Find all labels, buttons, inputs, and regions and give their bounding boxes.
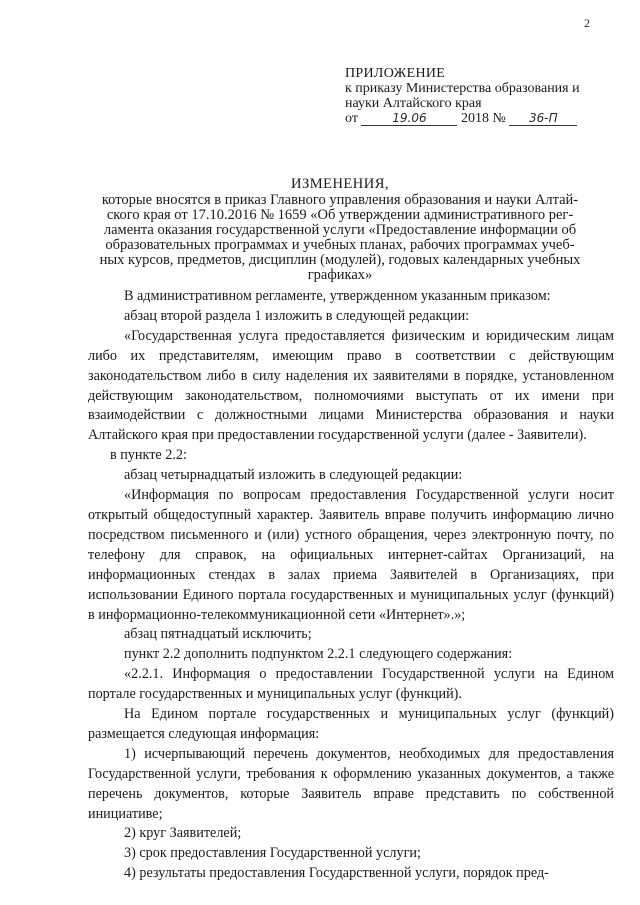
paragraph-information-access: «Информация по вопросам предоставления Государственной услуги носит открытый общедоступный характер. Заявитель вправе получить информацию лично посредством письменного и (или) устного обращения, через электронную почту, по телефону для справок, на официальных интернет-сайтах Организаций, на информационных стендах в залах приема Заявителей в Организациях, при использовании Единого портала государственных и муниципальных услуг (функций) в информационно-телекоммуникационной сети «Интернет».»; <box>88 487 614 623</box>
list-item-1: 1) исчерпывающий перечень документов, необходимых для предоставления Государственной услуги, требования к оформлению указанных документов, а также перечень документов, которые Заявитель вправе представить по собственной инициативе; <box>88 745 614 822</box>
heading-subtitle-line-4: образовательных программах и учебных планах, рабочих программах учеб- <box>105 237 575 253</box>
paragraph-section1-instruction: абзац второй раздела 1 изложить в следующей редакции: <box>124 307 470 324</box>
appendix-line-2: науки Алтайского края <box>345 96 482 111</box>
paragraph-fifteenth-exclude: абзац пятнадцатый исключить; <box>124 626 312 643</box>
order-number-handwritten: 36-П <box>509 111 577 126</box>
order-date-handwritten: 19.06 <box>361 111 457 126</box>
order-year: 2018 <box>460 111 489 126</box>
paragraph-in-clause-2-2: в пункте 2.2: <box>110 447 187 464</box>
appendix-title: ПРИЛОЖЕНИЕ <box>345 66 446 81</box>
heading-subtitle-line-6: графиках» <box>307 267 373 283</box>
paragraph-portal-info: На Едином портале государственных и муниципальных услуг (функций) размещается следующая информация: <box>88 706 614 742</box>
order-date-number-line <box>345 111 605 126</box>
list-item-3: 3) срок предоставления Государственной услуги; <box>124 845 421 862</box>
list-item-2: 2) круг Заявителей; <box>124 825 242 842</box>
document-body <box>88 287 614 884</box>
heading-title: ИЗМЕНЕНИЯ, <box>290 176 390 192</box>
paragraph-intro: В административном регламенте, утвержденном указанным приказом: <box>124 288 551 304</box>
heading-subtitle-line-2: ского края от 17.10.2016 № 1659 «Об утверждении административного рег- <box>106 207 574 223</box>
number-label: № <box>492 111 506 126</box>
heading-subtitle-line-3: ламента оказания государственной услуги «Предоставление информации об <box>103 222 577 238</box>
document-heading <box>70 177 610 283</box>
paragraph-service-recipients: «Государственная услуга предоставляется физическим и юридическим лицам либо их представителям, имеющим право в соответствии с действующим законодательством либо в силу наделения их заявителями в порядке, установленном действующим законодательством, полномочиями выступать от их имени при взаимодействии с должностными лицами Министерства образования и науки Алтайского края при предоставлении государственной услуги (далее - Заявители). <box>88 327 614 444</box>
paragraph-fourteenth-instruction: абзац четырнадцатый изложить в следующей редакции: <box>124 467 463 484</box>
list-item-4: 4) результаты предоставления Государственной услуги, порядок пред- <box>124 865 549 882</box>
appendix-block <box>345 66 605 126</box>
paragraph-subclause-2-2-1: «2.2.1. Информация о предоставлении Государственной услуги на Едином портале государственных и муниципальных услуг (функций). <box>88 666 614 703</box>
page-number: 2 <box>584 16 590 30</box>
heading-subtitle-line-5: ных курсов, предметов, дисциплин (модулей), годовых календарных учебных <box>99 252 581 268</box>
appendix-line-1: к приказу Министерства образования и <box>345 81 580 96</box>
paragraph-add-subclause: пункт 2.2 дополнить подпунктом 2.2.1 следующего содержания: <box>124 646 513 663</box>
from-label: от <box>345 111 358 126</box>
heading-subtitle-line-1: которые вносятся в приказ Главного управления образования и науки Алтай- <box>101 192 579 208</box>
